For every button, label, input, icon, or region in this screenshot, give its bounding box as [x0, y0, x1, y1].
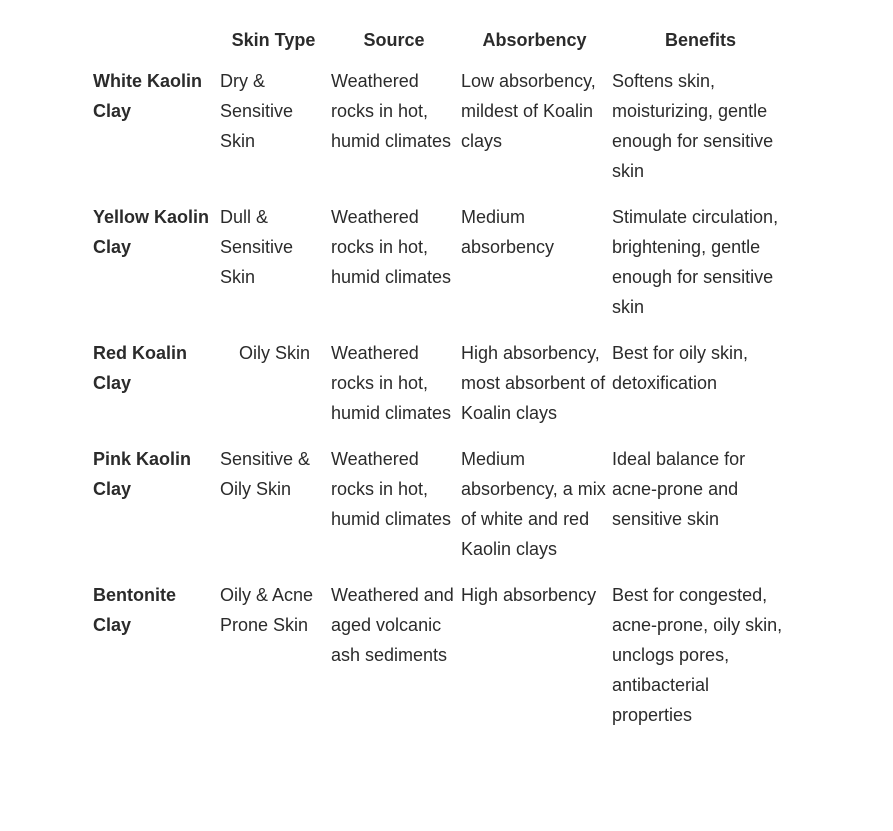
- table-row: [91, 444, 791, 580]
- skin-type-cell: Sensitive & Oily Skin: [220, 449, 311, 499]
- absorbency-cell: Medium absorbency, a mix of white and red Kaolin clays: [461, 449, 606, 559]
- header-absorbency: Absorbency: [482, 30, 587, 50]
- skin-type-cell: Oily & Acne Prone Skin: [220, 585, 314, 635]
- benefits-cell: Softens skin, moisturizing, gentle enough for sensitive skin: [612, 71, 774, 181]
- skin-type-cell: Dry & Sensitive Skin: [220, 71, 294, 151]
- source-cell: Weathered rocks in hot, humid climates: [331, 449, 452, 529]
- source-cell: Weathered rocks in hot, humid climates: [331, 207, 452, 287]
- header-benefits: Benefits: [664, 30, 736, 50]
- absorbency-cell: Medium absorbency: [461, 207, 555, 257]
- clay-name-cell: Bentonite Clay: [93, 585, 176, 635]
- absorbency-cell: High absorbency, most absorbent of Koalin clays: [461, 343, 606, 423]
- header-source: Source: [363, 30, 425, 50]
- table-header-row: [91, 22, 791, 66]
- clay-name-cell: Yellow Kaolin Clay: [93, 207, 210, 257]
- benefits-cell: Best for oily skin, detoxification: [612, 343, 749, 393]
- header-skin-type: Skin Type: [231, 30, 316, 50]
- source-cell: Weathered rocks in hot, humid climates: [331, 343, 452, 423]
- clay-name-cell: Pink Kaolin Clay: [93, 449, 192, 499]
- benefits-cell: Best for congested, acne-prone, oily skin, unclogs pores, antibacterial properties: [612, 585, 783, 725]
- absorbency-cell: Low absorbency, mildest of Koalin clays: [461, 71, 596, 151]
- header-clay: [91, 22, 218, 66]
- benefits-cell: Stimulate circulation, brightening, gentle enough for sensitive skin: [612, 207, 779, 317]
- table-row: [91, 338, 791, 444]
- clay-name-cell: White Kaolin Clay: [93, 71, 202, 121]
- benefits-cell: Ideal balance for acne-prone and sensitive skin: [612, 449, 746, 529]
- skin-type-cell: Oily Skin: [238, 343, 310, 363]
- source-cell: Weathered rocks in hot, humid climates: [331, 71, 452, 151]
- clay-name-cell: Red Koalin Clay: [93, 343, 188, 393]
- absorbency-cell: High absorbency: [461, 585, 597, 605]
- clay-comparison-table: [91, 22, 791, 746]
- skin-type-cell: Dull & Sensitive Skin: [220, 207, 294, 287]
- source-cell: Weathered and aged volcanic ash sediments: [331, 585, 454, 665]
- table-row: [91, 66, 791, 202]
- table-row: [91, 580, 791, 746]
- table-row: [91, 202, 791, 338]
